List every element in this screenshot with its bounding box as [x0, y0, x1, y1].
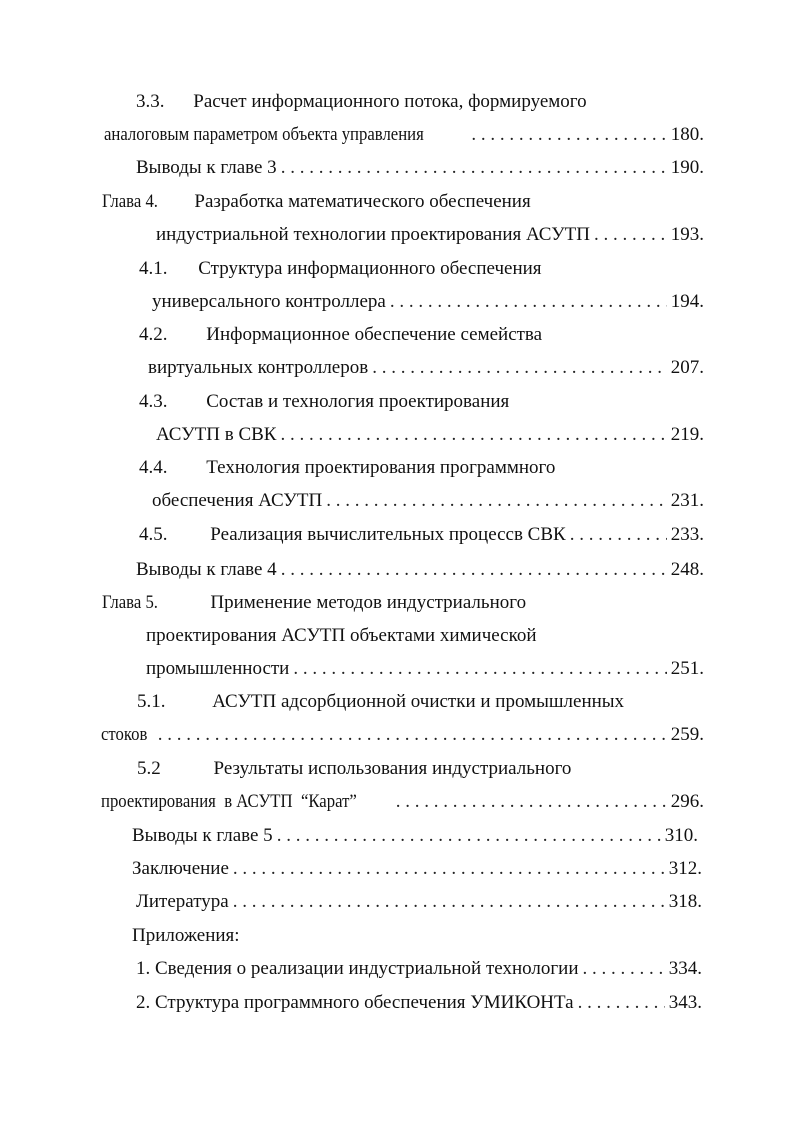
toc-entry-text: стоков [101, 724, 148, 745]
section-number: 4.2. [139, 324, 168, 345]
toc-entry-literature [136, 890, 702, 914]
toc-page-number: 231. [670, 490, 704, 511]
section-title: Информационное обеспечение семейства [206, 324, 543, 345]
toc-leader-dots [233, 890, 665, 914]
toc-leader-dots [158, 723, 667, 747]
section-title: АСУТП адсорбционной очистки и промышленных [212, 691, 625, 712]
toc-entry-4-1-heading [139, 257, 542, 281]
toc-page-number: 251. [670, 658, 704, 679]
toc-leader-dots [396, 790, 667, 814]
section-number: 4.3. [139, 391, 168, 412]
toc-entry-4-3 [156, 423, 704, 447]
toc-entry-text [139, 523, 566, 547]
toc-entry-5-1-heading [137, 690, 624, 714]
toc-entry-4-2 [148, 356, 704, 380]
toc-entry-chapter-4-conclusions [136, 558, 704, 582]
toc-leader-dots [281, 156, 667, 180]
toc-entry-4-4 [152, 489, 704, 513]
toc-page-number: 233. [670, 524, 704, 545]
toc-page-number: 180. [670, 124, 704, 145]
toc-entry-text: Литература [136, 891, 229, 912]
toc-entry-4-5 [139, 523, 704, 547]
section-number: 5.1. [137, 691, 166, 712]
section-number: 3.3. [136, 91, 165, 112]
toc-leader-dots [372, 356, 667, 380]
toc-chapter-5-heading-cont [146, 624, 537, 648]
toc-leader-dots [578, 991, 665, 1015]
toc-page-number: 334. [668, 958, 702, 979]
appendices-title: Приложения: [132, 925, 240, 946]
toc-entry-text: Выводы к главе 4 [136, 559, 277, 580]
section-title: Результаты использования индустриального [213, 758, 572, 779]
section-number: 5.2 [137, 758, 161, 779]
toc-leader-dots [582, 957, 664, 981]
toc-page-number: 207. [670, 357, 704, 378]
toc-entry-text: виртуальных контроллеров [148, 357, 369, 378]
toc-leader-dots [280, 423, 666, 447]
section-title: Технология проектирования программного [206, 457, 556, 478]
toc-entry-chapter-5-conclusions [132, 824, 698, 848]
toc-entry-4-4-heading [139, 456, 555, 480]
toc-page-number: 343. [668, 992, 702, 1013]
section-title: Расчет информационного потока, формируемого [193, 91, 587, 112]
section-title: Структура информационного обеспечения [198, 258, 542, 279]
toc-leader-dots [281, 558, 667, 582]
toc-entry-4-3-heading [139, 390, 509, 414]
toc-leader-dots [471, 123, 666, 147]
chapter-number: Глава 5. [102, 592, 158, 613]
toc-page-number: 219. [670, 424, 704, 445]
toc-leader-dots [390, 290, 667, 314]
toc-entry-text: аналоговым параметром объекта управления [104, 124, 424, 145]
toc-chapter-5 [146, 657, 704, 681]
section-number: 4.1. [139, 258, 168, 279]
chapter-title: Разработка математического обеспечения [194, 191, 531, 212]
toc-chapter-4-heading [102, 190, 531, 214]
toc-leader-dots [293, 657, 666, 681]
toc-page-number: 190. [670, 157, 704, 178]
toc-leader-dots [326, 489, 667, 513]
toc-page-number: 310. [664, 825, 698, 846]
toc-appendices-heading [132, 924, 240, 948]
toc-entry-4-1 [152, 290, 704, 314]
toc-page-number: 259. [670, 724, 704, 745]
toc-entry-chapter-3-conclusions [136, 156, 704, 180]
section-number: 4.5. [139, 524, 168, 545]
toc-page-number: 312. [668, 858, 702, 879]
toc-entry-appendix-2 [136, 991, 702, 1015]
toc-leader-dots [233, 857, 665, 881]
toc-entry-text: Выводы к главе 5 [132, 825, 273, 846]
toc-leader-dots [594, 223, 667, 247]
toc-entry-text: обеспечения АСУТП [152, 490, 323, 511]
toc-entry-text: универсального контроллера [152, 291, 386, 312]
toc-entry-text: Заключение [132, 858, 229, 879]
toc-page-number: 248. [670, 559, 704, 580]
toc-page-number: 318. [668, 891, 702, 912]
section-number: 4.4. [139, 457, 168, 478]
chapter-title-continuation: проектирования АСУТП объектами химической [146, 625, 537, 646]
toc-entry-appendix-1 [136, 957, 702, 981]
chapter-title: Применение методов индустриального [210, 592, 527, 613]
toc-page-number: 194. [670, 291, 704, 312]
toc-chapter-4 [156, 223, 704, 247]
toc-entry-text: 1. Сведения о реализации индустриальной технологии [136, 958, 579, 979]
toc-page-number: 296. [670, 791, 704, 812]
toc-entry-text: индустриальной технологии проектирования АСУТП [156, 224, 590, 245]
toc-entry-3-3-heading [136, 90, 587, 114]
toc-leader-dots [277, 824, 661, 848]
toc-entry-text: Выводы к главе 3 [136, 157, 277, 178]
toc-entry-5-2-heading [137, 757, 571, 781]
chapter-number: Глава 4. [102, 191, 158, 212]
section-title: Состав и технология проектирования [206, 391, 510, 412]
toc-entry-5-1 [101, 723, 704, 747]
toc-leader-dots [570, 523, 667, 547]
toc-entry-5-2 [101, 790, 704, 814]
toc-entry-3-3 [104, 123, 704, 147]
toc-entry-4-2-heading [139, 323, 542, 347]
toc-entry-text: проектирования в АСУТП “Карат” [101, 791, 357, 812]
toc-chapter-5-heading [102, 591, 526, 615]
toc-entry-text: 2. Структура программного обеспечения УМИКОНТа [136, 992, 574, 1013]
toc-page-number: 193. [670, 224, 704, 245]
toc-entry-text: АСУТП в СВК [156, 424, 277, 445]
toc-entry-conclusion [132, 857, 702, 881]
section-title: Реализация вычислительных процессв СВК [210, 524, 566, 545]
toc-entry-text: промышленности [146, 658, 290, 679]
